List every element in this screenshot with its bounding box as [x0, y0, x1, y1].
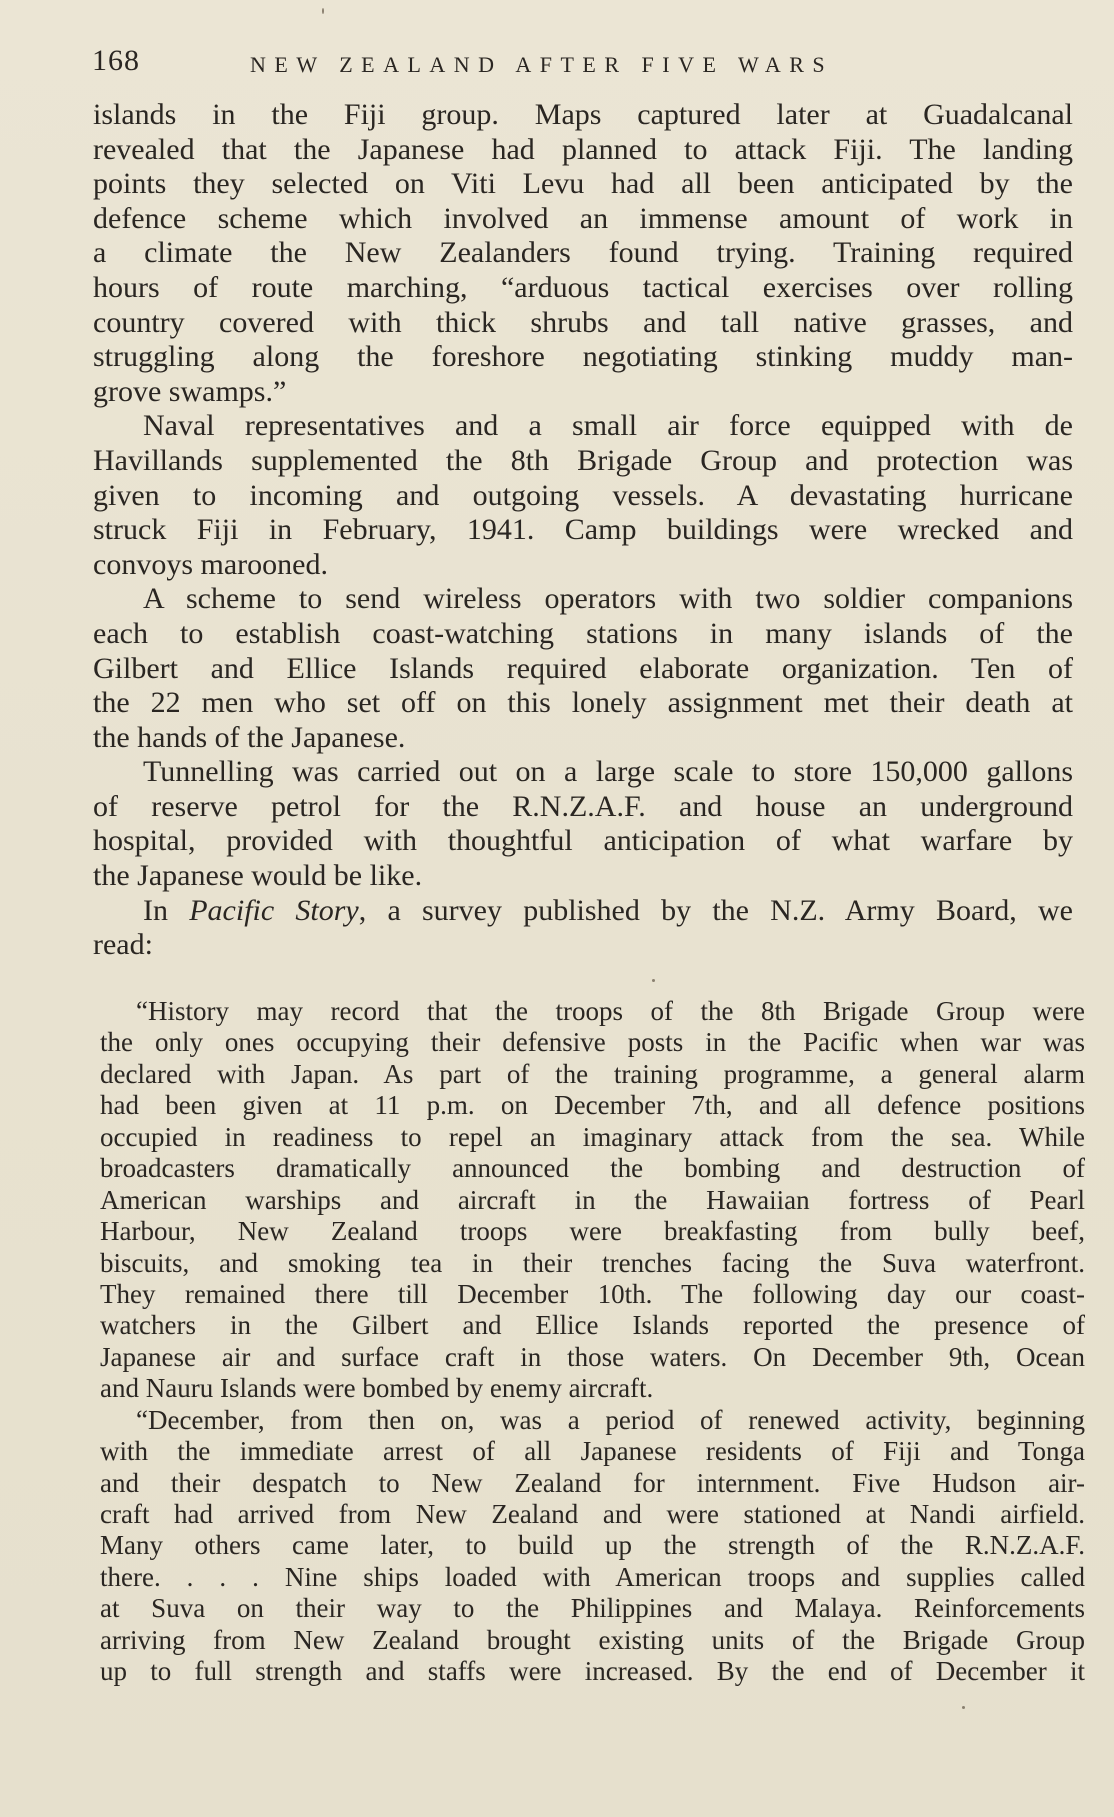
body-line-citation: [93, 894, 1073, 929]
quote-line: had been given at 11 p.m. on December 7th, and all defence positions: [100, 1090, 1085, 1121]
quote-line: American warships and aircraft in the Hawaiian fortress of Pearl: [100, 1184, 1085, 1215]
quote-line: and their despatch to New Zealand for internment. Five Hudson air-: [100, 1467, 1085, 1498]
quote-line: Many others came later, to build up the strength of the R.N.Z.A.F.: [100, 1530, 1085, 1561]
body-line: Gilbert and Ellice Islands required elaborate organization. Ten of: [93, 651, 1073, 685]
block-quote: [100, 996, 1085, 1688]
quote-line: at Suva on their way to the Philippines and Malaya. Reinforcements: [100, 1593, 1085, 1624]
body-line: defence scheme which involved an immense amount of work in: [93, 201, 1073, 235]
body-line: each to establish coast-watching stations in many islands of the: [93, 616, 1073, 650]
quote-line: broadcasters dramatically announced the bombing and destruction of: [100, 1153, 1085, 1184]
body-line: of reserve petrol for the R.N.Z.A.F. and house an underground: [93, 789, 1073, 823]
running-head: NEW ZEALAND AFTER FIVE WARS: [250, 52, 834, 77]
page-number: 168: [92, 44, 140, 77]
quote-line: craft had arrived from New Zealand and were stationed at Nandi airfield.: [100, 1499, 1085, 1529]
body-line: grove swamps.”: [93, 374, 287, 408]
body-line: points they selected on Viti Levu had all been anticipated by the: [93, 167, 1073, 201]
quote-line: arriving from New Zealand brought existing units of the Brigade Group: [100, 1624, 1085, 1655]
quote-line: Harbour, New Zealand troops were breakfasting from bully beef,: [100, 1216, 1085, 1247]
body-line: Havillands supplemented the 8th Brigade Group and protection was: [93, 443, 1073, 477]
body-line: a climate the New Zealanders found trying. Training required: [93, 236, 1073, 270]
body-line: the Japanese would be like.: [93, 859, 423, 893]
body-text: [93, 98, 1073, 963]
quote-line: with the immediate arrest of all Japanese residents of Fiji and Tonga: [100, 1436, 1085, 1467]
quote-line: up to full strength and staffs were increased. By the end of December it: [100, 1656, 1085, 1687]
paper-speck: [322, 8, 324, 14]
quote-line: biscuits, and smoking tea in their trenches facing the Suva waterfront.: [100, 1247, 1085, 1278]
quote-line: there. . . . Nine ships loaded with American troops and supplies called: [100, 1561, 1085, 1592]
paper-speck: [652, 979, 655, 982]
quote-line: and Nauru Islands were bombed by enemy aircraft.: [100, 1373, 654, 1404]
body-line: Tunnelling was carried out on a large scale to store 150,000 gallons: [143, 755, 1073, 789]
citation-suffix: , a survey published by the N.Z. Army Board, we: [358, 893, 1073, 927]
body-line: hours of route marching, “arduous tactical exercises over rolling: [93, 270, 1073, 304]
body-line: the 22 men who set off on this lonely assignment met their death at: [93, 686, 1073, 720]
page-header: [92, 44, 1072, 84]
body-line: islands in the Fiji group. Maps captured later at Guadalcanal: [93, 98, 1073, 131]
quote-line: Japanese air and surface craft in those waters. On December 9th, Ocean: [100, 1341, 1085, 1372]
paper-speck: [962, 1706, 965, 1709]
body-line: struck Fiji in February, 1941. Camp buildings were wrecked and: [93, 513, 1073, 547]
body-line: Naval representatives and a small air force equipped with de: [143, 409, 1073, 443]
citation-prefix: In: [143, 893, 190, 927]
body-line: revealed that the Japanese had planned to attack Fiji. The landing: [93, 132, 1073, 166]
quote-line: “History may record that the troops of the 8th Brigade Group were: [136, 996, 1085, 1026]
quote-line: declared with Japan. As part of the training programme, a general alarm: [100, 1058, 1085, 1089]
quote-line: “December, from then on, was a period of renewed activity, beginning: [136, 1404, 1085, 1435]
book-title-italic: Pacific Story: [189, 893, 359, 927]
body-line: hospital, provided with thoughtful anticipation of what warfare by: [93, 824, 1073, 858]
body-line: A scheme to send wireless operators with two soldier companions: [143, 582, 1073, 616]
body-line: country covered with thick shrubs and tall native grasses, and: [93, 305, 1073, 339]
body-line: convoys marooned.: [93, 547, 328, 581]
quote-line: watchers in the Gilbert and Ellice Islands reported the presence of: [100, 1310, 1085, 1341]
body-line: the hands of the Japanese.: [93, 720, 406, 754]
quote-line: occupied in readiness to repel an imaginary attack from the sea. While: [100, 1121, 1085, 1152]
quote-line: They remained there till December 10th. The following day our coast-: [100, 1278, 1085, 1309]
quote-line: the only ones occupying their defensive posts in the Pacific when war was: [100, 1027, 1085, 1058]
body-line: given to incoming and outgoing vessels. A devastating hurricane: [93, 478, 1073, 512]
body-line: read:: [93, 928, 153, 962]
body-line: struggling along the foreshore negotiating stinking muddy man-: [93, 340, 1073, 374]
